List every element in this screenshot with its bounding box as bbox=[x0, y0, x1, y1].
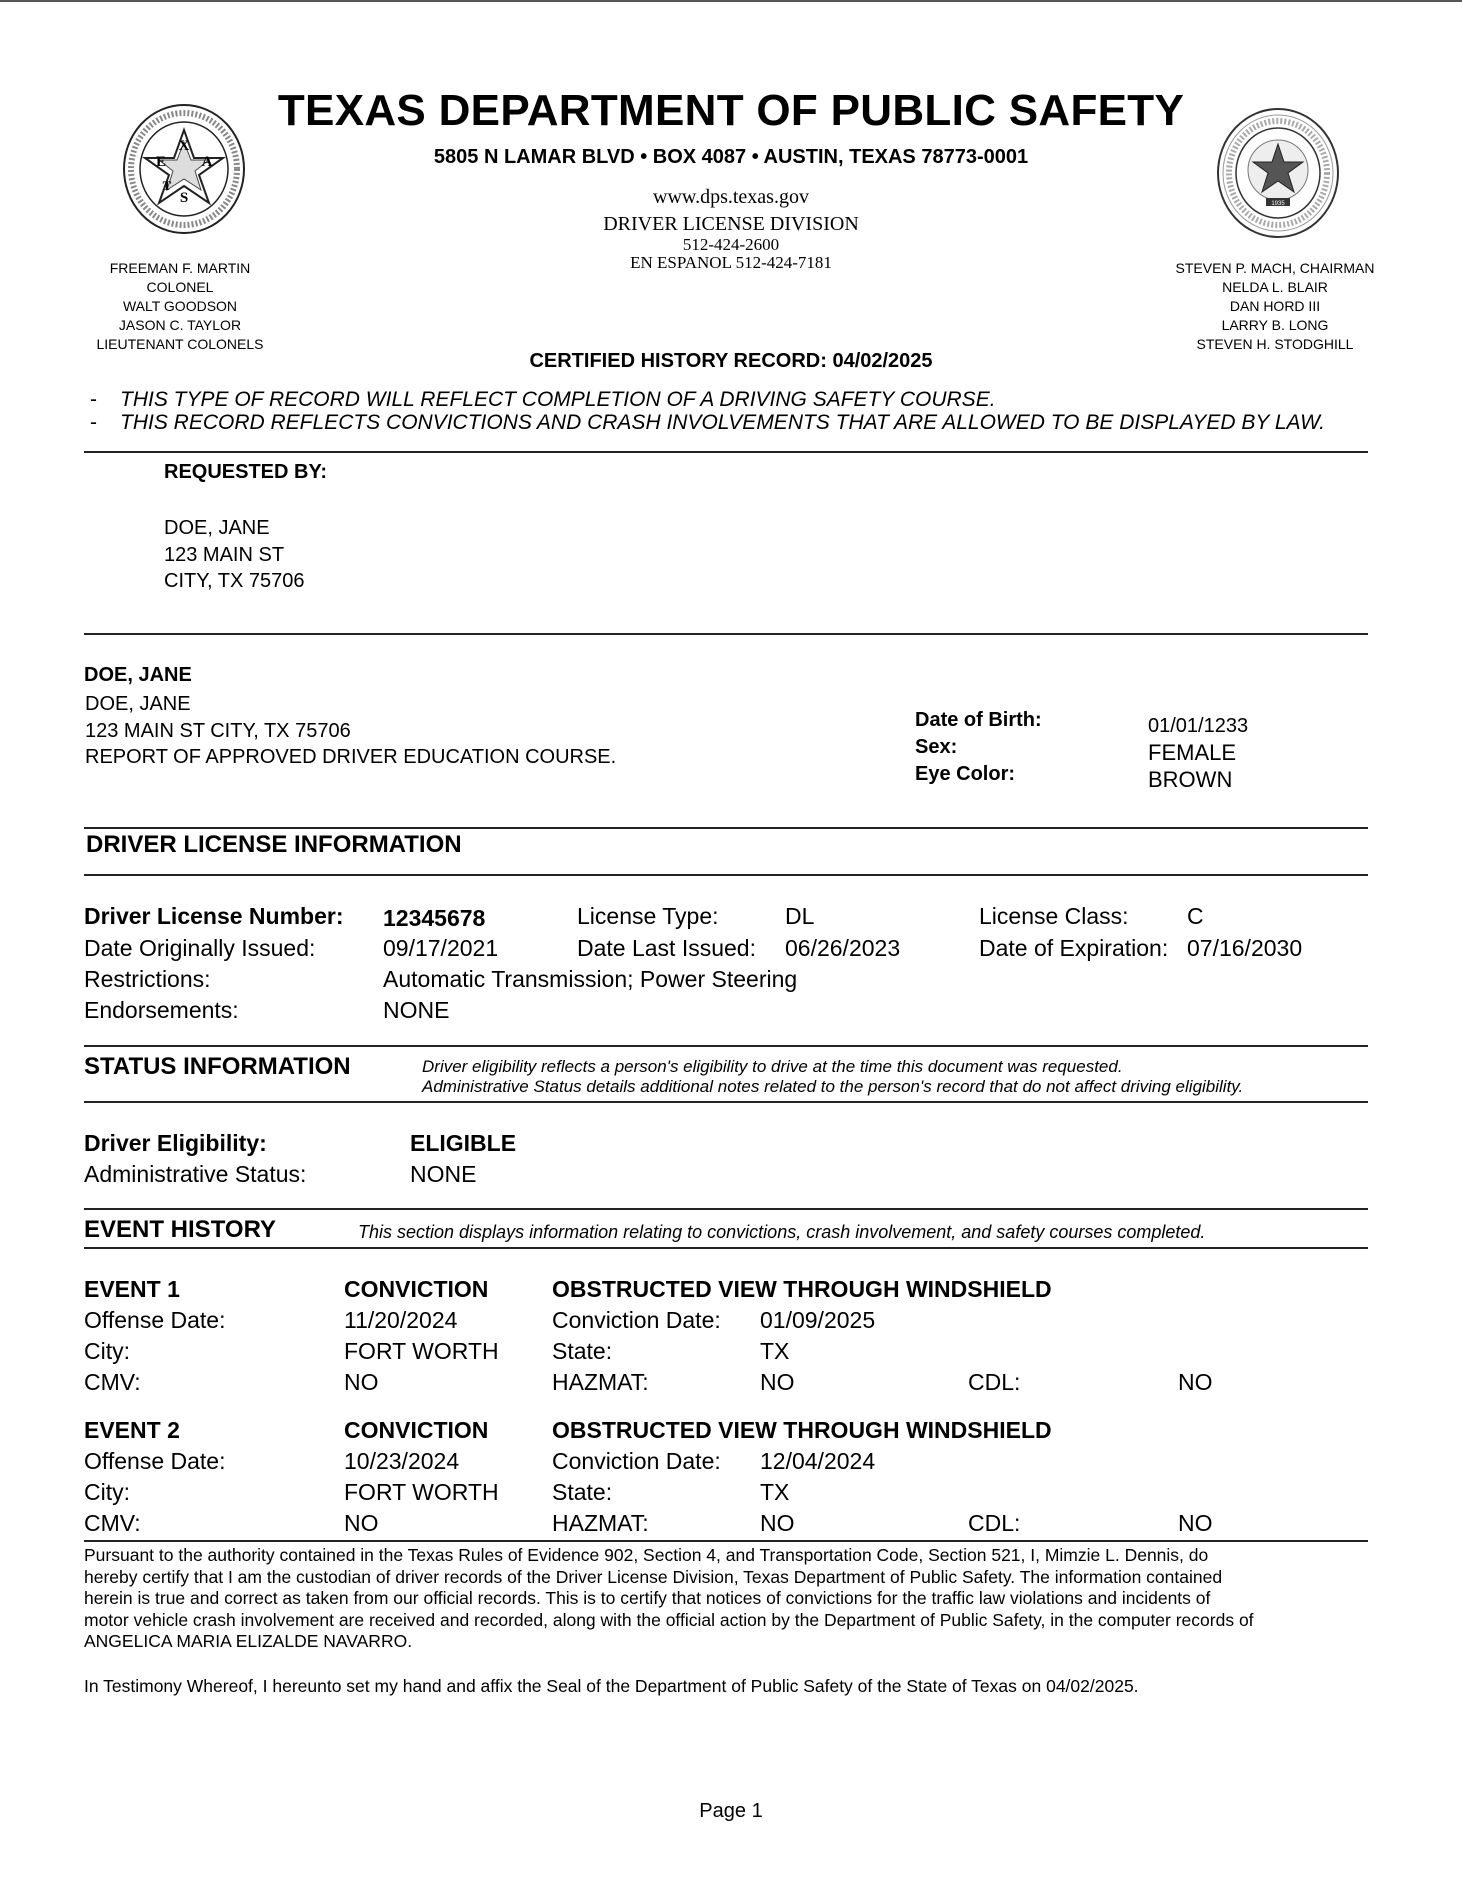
divider bbox=[84, 827, 1368, 829]
state-label: State: bbox=[552, 1338, 613, 1364]
event-description: OBSTRUCTED VIEW THROUGH WINDSHIELD bbox=[552, 1276, 1052, 1302]
sex-label: Sex: bbox=[915, 736, 958, 758]
certification-line: ANGELICA MARIA ELIZALDE NAVARRO. bbox=[84, 1631, 413, 1651]
eye-color-value: BROWN bbox=[1148, 767, 1233, 792]
divider bbox=[84, 1045, 1368, 1047]
status-section-title: STATUS INFORMATION bbox=[84, 1053, 351, 1080]
hazmat-label: HAZMAT: bbox=[552, 1510, 649, 1536]
city-label: City: bbox=[84, 1338, 130, 1364]
event-type: CONVICTION bbox=[344, 1417, 489, 1443]
agency-website[interactable]: www.dps.texas.gov bbox=[653, 186, 809, 208]
cmv-value: NO bbox=[344, 1369, 379, 1395]
original-issue-date: 09/17/2021 bbox=[383, 935, 499, 961]
certified-record-date: CERTIFIED HISTORY RECORD: 04/02/2025 bbox=[529, 350, 933, 372]
eye-color-label: Eye Color: bbox=[915, 763, 1016, 785]
svg-text:A: A bbox=[201, 154, 213, 170]
right-officers bbox=[1160, 259, 1390, 354]
license-number-label: Driver License Number: bbox=[84, 903, 344, 929]
restrictions-label: Restrictions: bbox=[84, 966, 211, 992]
expiration-label: Date of Expiration: bbox=[979, 935, 1169, 961]
last-issue-label: Date Last Issued: bbox=[577, 935, 756, 961]
dob-value: 01/01/1233 bbox=[1148, 715, 1249, 737]
divider bbox=[84, 451, 1368, 453]
divider bbox=[84, 1208, 1368, 1210]
disclaimer-dash: - bbox=[90, 411, 97, 434]
cmv-label: CMV: bbox=[84, 1510, 141, 1536]
license-type-label: License Type: bbox=[577, 903, 719, 929]
divider bbox=[84, 874, 1368, 876]
sex-value: FEMALE bbox=[1148, 740, 1237, 765]
driver-address: 123 MAIN ST CITY, TX 75706 bbox=[85, 720, 351, 742]
event-description: OBSTRUCTED VIEW THROUGH WINDSHIELD bbox=[552, 1417, 1052, 1443]
conviction-date-label: Conviction Date: bbox=[552, 1307, 721, 1333]
last-issue-date: 06/26/2023 bbox=[785, 935, 901, 961]
divider bbox=[84, 1101, 1368, 1103]
driver-eligibility-label: Driver Eligibility: bbox=[84, 1130, 267, 1156]
city-label: City: bbox=[84, 1479, 130, 1505]
commissioner-line: LARRY B. LONG bbox=[1221, 317, 1329, 333]
driver-report-note: REPORT OF APPROVED DRIVER EDUCATION COURSE. bbox=[85, 746, 617, 768]
agency-title: TEXAS DEPARTMENT OF PUBLIC SAFETY bbox=[277, 86, 1185, 135]
event-label: EVENT 1 bbox=[84, 1276, 180, 1302]
requester-street: 123 MAIN ST bbox=[164, 544, 285, 566]
svg-text:S: S bbox=[179, 190, 189, 206]
event-type: CONVICTION bbox=[344, 1276, 489, 1302]
license-number: 12345678 bbox=[383, 905, 486, 931]
dob-label: Date of Birth: bbox=[915, 709, 1042, 731]
hazmat-value: NO bbox=[760, 1369, 795, 1395]
commissioner-line: STEVEN H. STODGHILL bbox=[1196, 336, 1354, 352]
license-section-title: DRIVER LICENSE INFORMATION bbox=[86, 831, 462, 858]
svg-text:T: T bbox=[162, 178, 172, 193]
cdl-label: CDL: bbox=[968, 1369, 1021, 1395]
top-border bbox=[0, 0, 1462, 2]
event-label: EVENT 2 bbox=[84, 1417, 180, 1443]
left-officers bbox=[80, 259, 280, 354]
cmv-label: CMV: bbox=[84, 1369, 141, 1395]
driver-name: DOE, JANE bbox=[85, 693, 191, 715]
conviction-date: 01/09/2025 bbox=[760, 1307, 876, 1333]
event-history-note: This section displays information relating to convictions, crash involvement, and safety courses completed. bbox=[358, 1222, 1206, 1242]
conviction-date-label: Conviction Date: bbox=[552, 1448, 721, 1474]
disclaimer-line: THIS RECORD REFLECTS CONVICTIONS AND CRASH INVOLVEMENTS THAT ARE ALLOWED TO BE DISPLAYED BY LAW. bbox=[120, 411, 1326, 434]
svg-text:E: E bbox=[155, 154, 167, 170]
state-label: State: bbox=[552, 1479, 613, 1505]
event-state: TX bbox=[760, 1338, 790, 1364]
driver-eligibility-value: ELIGIBLE bbox=[410, 1130, 517, 1156]
certification-paragraph bbox=[84, 1545, 1254, 1653]
expiration-date: 07/16/2030 bbox=[1187, 935, 1303, 961]
cdl-label: CDL: bbox=[968, 1510, 1021, 1536]
officer-line: LIEUTENANT COLONELS bbox=[96, 336, 264, 352]
event-state: TX bbox=[760, 1479, 790, 1505]
certification-line: motor vehicle crash involvement are received and recorded, along with the official action by the Department of Public Safety, in the computer records of bbox=[84, 1609, 1254, 1630]
endorsements-label: Endorsements: bbox=[84, 997, 239, 1023]
event-city: FORT WORTH bbox=[344, 1338, 499, 1364]
spanish-phone: EN ESPANOL 512-424-7181 bbox=[630, 253, 832, 272]
offense-date-label: Offense Date: bbox=[84, 1448, 226, 1474]
hazmat-label: HAZMAT: bbox=[552, 1369, 649, 1395]
cmv-value: NO bbox=[344, 1510, 379, 1536]
certification-line: hereby certify that I am the custodian of driver records of the Driver License Division, Texas Department of Public Safety. The information contained bbox=[84, 1566, 1223, 1587]
certification-line: herein is true and correct as taken from our official records. This is to certify that notices of convictions for the traffic law violations and incidents of bbox=[84, 1588, 1211, 1608]
svg-text:X: X bbox=[178, 138, 190, 154]
offense-date-label: Offense Date: bbox=[84, 1307, 226, 1333]
certification-line: Pursuant to the authority contained in the Texas Rules of Evidence 902, Section 4, and Transportation Code, Section 521, I, Mimzie L. Dennis, do bbox=[84, 1545, 1209, 1565]
disclaimer-line: THIS TYPE OF RECORD WILL REFLECT COMPLETION OF A DRIVING SAFETY COURSE. bbox=[120, 388, 996, 411]
license-class-label: License Class: bbox=[979, 903, 1129, 929]
officer-line: COLONEL bbox=[146, 279, 214, 295]
commissioner-line: DAN HORD III bbox=[1229, 298, 1321, 314]
admin-status-value: NONE bbox=[410, 1161, 477, 1187]
original-issue-label: Date Originally Issued: bbox=[84, 935, 316, 961]
license-type: DL bbox=[785, 903, 815, 929]
hazmat-value: NO bbox=[760, 1510, 795, 1536]
division-name: DRIVER LICENSE DIVISION bbox=[603, 213, 859, 235]
officer-line: WALT GOODSON bbox=[122, 298, 238, 314]
license-class: C bbox=[1187, 903, 1204, 929]
division-phone: 512-424-2600 bbox=[682, 235, 780, 254]
requested-by-label: REQUESTED BY: bbox=[164, 461, 327, 483]
requester-city: CITY, TX 75706 bbox=[164, 570, 305, 592]
status-note-eligibility: Driver eligibility reflects a person's eligibility to drive at the time this document was requested. bbox=[422, 1057, 1123, 1076]
divider bbox=[84, 633, 1368, 635]
status-note-admin: Administrative Status details additional notes related to the person's record that do not affect driving eligibility. bbox=[422, 1077, 1244, 1096]
offense-date: 10/23/2024 bbox=[344, 1448, 460, 1474]
requester-name: DOE, JANE bbox=[164, 517, 270, 539]
commissioner-line: STEVEN P. MACH, CHAIRMAN bbox=[1175, 260, 1375, 276]
agency-address: 5805 N LAMAR BLVD • BOX 4087 • AUSTIN, TEXAS 78773-0001 bbox=[433, 146, 1029, 168]
conviction-date: 12/04/2024 bbox=[760, 1448, 876, 1474]
page-number: Page 1 bbox=[699, 1800, 763, 1822]
disclaimer-dash: - bbox=[90, 388, 97, 411]
officer-line: FREEMAN F. MARTIN bbox=[109, 260, 251, 276]
driver-heading-name: DOE, JANE bbox=[84, 664, 192, 686]
event-city: FORT WORTH bbox=[344, 1479, 499, 1505]
endorsements-value: NONE bbox=[383, 997, 450, 1023]
testimony-statement: In Testimony Whereof, I hereunto set my hand and affix the Seal of the Department of Public Safety of the State of Texas on 04/02/2025. bbox=[84, 1676, 1139, 1696]
event-history-title: EVENT HISTORY bbox=[84, 1216, 277, 1243]
officer-line: JASON C. TAYLOR bbox=[118, 317, 242, 333]
offense-date: 11/20/2024 bbox=[344, 1307, 458, 1333]
admin-status-label: Administrative Status: bbox=[84, 1161, 307, 1187]
cdl-value: NO bbox=[1178, 1510, 1213, 1536]
restrictions-value: Automatic Transmission; Power Steering bbox=[383, 966, 798, 992]
commissioner-line: NELDA L. BLAIR bbox=[1222, 279, 1328, 295]
svg-text:1935: 1935 bbox=[1271, 201, 1285, 207]
cdl-value: NO bbox=[1178, 1369, 1213, 1395]
divider bbox=[84, 1247, 1368, 1249]
divider bbox=[84, 1540, 1368, 1542]
